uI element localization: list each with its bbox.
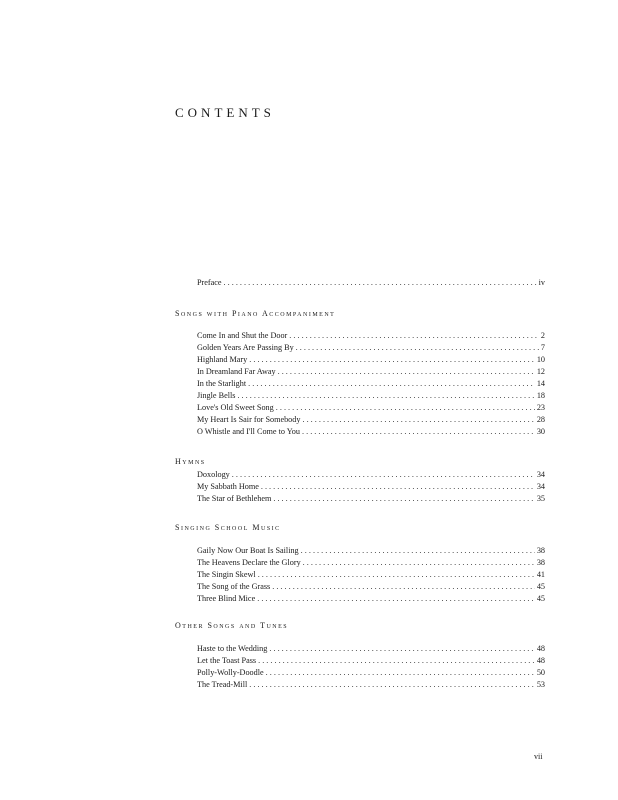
toc-entry-preface (197, 277, 545, 288)
dot-leader (301, 545, 535, 556)
toc-entry (197, 643, 545, 654)
toc-entry-title: In Dreamland Far Away (197, 367, 276, 376)
dot-leader (258, 569, 535, 580)
toc-entry-title: The Singin Skewl (197, 570, 256, 579)
toc-entry (197, 330, 545, 341)
toc-entry (197, 366, 545, 377)
toc-entry (197, 378, 545, 389)
dot-leader (296, 342, 539, 353)
toc-entry-page: 14 (536, 379, 545, 388)
dot-leader (224, 277, 537, 288)
toc-entry-title: The Star of Bethlehem (197, 494, 272, 503)
toc-entry-page: 18 (536, 391, 545, 400)
dot-leader (249, 354, 535, 365)
toc-entry-title: Doxology (197, 470, 230, 479)
toc-entry-title: Gaily Now Our Boat Is Sailing (197, 546, 299, 555)
toc-entry (197, 390, 545, 401)
toc-entry-page: 10 (536, 355, 545, 364)
dot-leader (302, 414, 534, 425)
toc-entry (197, 354, 545, 365)
dot-leader (261, 481, 535, 492)
toc-entry (197, 679, 545, 690)
dot-leader (273, 493, 534, 504)
toc-entry-page: 35 (536, 494, 545, 503)
section-heading: Songs with Piano Accompaniment (175, 309, 336, 318)
toc-entry-title: Highland Mary (197, 355, 248, 364)
toc-entry-page: 50 (536, 668, 545, 677)
dot-leader (302, 426, 535, 437)
toc-entry-page: 28 (536, 415, 545, 424)
dot-leader (249, 679, 535, 690)
dot-leader (276, 402, 535, 413)
toc-entry (197, 593, 545, 604)
toc-entry (197, 402, 545, 413)
toc-entry-page: 34 (536, 470, 545, 479)
toc-entry-page: 38 (536, 558, 545, 567)
section-heading: Other Songs and Tunes (175, 621, 289, 630)
toc-entry-page: 41 (536, 570, 545, 579)
dot-leader (237, 390, 534, 401)
toc-entry-page: 23 (536, 403, 545, 412)
toc-entry (197, 493, 545, 504)
toc-entry-page: 34 (536, 482, 545, 491)
dot-leader (272, 581, 535, 592)
toc-entry (197, 481, 545, 492)
toc-entry-title: The Song of the Grass (197, 582, 271, 591)
toc-entry-title: Come In and Shut the Door (197, 331, 288, 340)
dot-leader (269, 643, 534, 654)
dot-leader (278, 366, 535, 377)
dot-leader (303, 557, 535, 568)
toc-entry (197, 581, 545, 592)
toc-entry (197, 667, 545, 678)
section-heading: Singing School Music (175, 523, 281, 532)
toc-entry-title: In the Starlight (197, 379, 247, 388)
toc-entry (197, 414, 545, 425)
toc-entry-page: 53 (536, 680, 545, 689)
toc-entry-page: 2 (540, 331, 545, 340)
page-number: vii (534, 752, 543, 761)
toc-entry-page: 38 (536, 546, 545, 555)
toc-entry (197, 655, 545, 666)
page-title: CONTENTS (175, 105, 275, 120)
toc-entry (197, 545, 545, 556)
toc-entry-title: Preface (197, 278, 222, 287)
toc-entry (197, 557, 545, 568)
toc-entry (197, 342, 545, 353)
dot-leader (257, 593, 535, 604)
toc-entry-title: The Heavens Declare the Glory (197, 558, 301, 567)
toc-entry-page: 48 (536, 644, 545, 653)
toc-entry-page: 45 (536, 582, 545, 591)
toc-entry-title: Three Blind Mice (197, 594, 256, 603)
toc-entry-title: Golden Years Are Passing By (197, 343, 294, 352)
dot-leader (289, 330, 539, 341)
toc-entry-title: The Tread-Mill (197, 680, 248, 689)
toc-entry-title: O Whistle and I'll Come to You (197, 427, 300, 436)
toc-entry-page: iv (538, 278, 545, 287)
toc-entry (197, 469, 545, 480)
dot-leader (258, 655, 535, 666)
toc-entry-title: Polly-Wolly-Doodle (197, 668, 264, 677)
toc-entry-title: Let the Toast Pass (197, 656, 257, 665)
toc-entry-page: 12 (536, 367, 545, 376)
toc-entry-page: 48 (536, 656, 545, 665)
toc-entry-title: My Sabbath Home (197, 482, 259, 491)
dot-leader (248, 378, 535, 389)
toc-entry-page: 7 (540, 343, 545, 352)
toc-entry-title: Love's Old Sweet Song (197, 403, 274, 412)
dot-leader (266, 667, 535, 678)
toc-entry-title: My Heart Is Sair for Somebody (197, 415, 301, 424)
toc-entry-title: Jingle Bells (197, 391, 236, 400)
dot-leader (232, 469, 535, 480)
toc-entry (197, 426, 545, 437)
toc-entry-title: Haste to the Wedding (197, 644, 268, 653)
toc-entry-page: 30 (536, 427, 545, 436)
toc-entry-page: 45 (536, 594, 545, 603)
toc-entry (197, 569, 545, 580)
section-heading: Hymns (175, 457, 206, 466)
